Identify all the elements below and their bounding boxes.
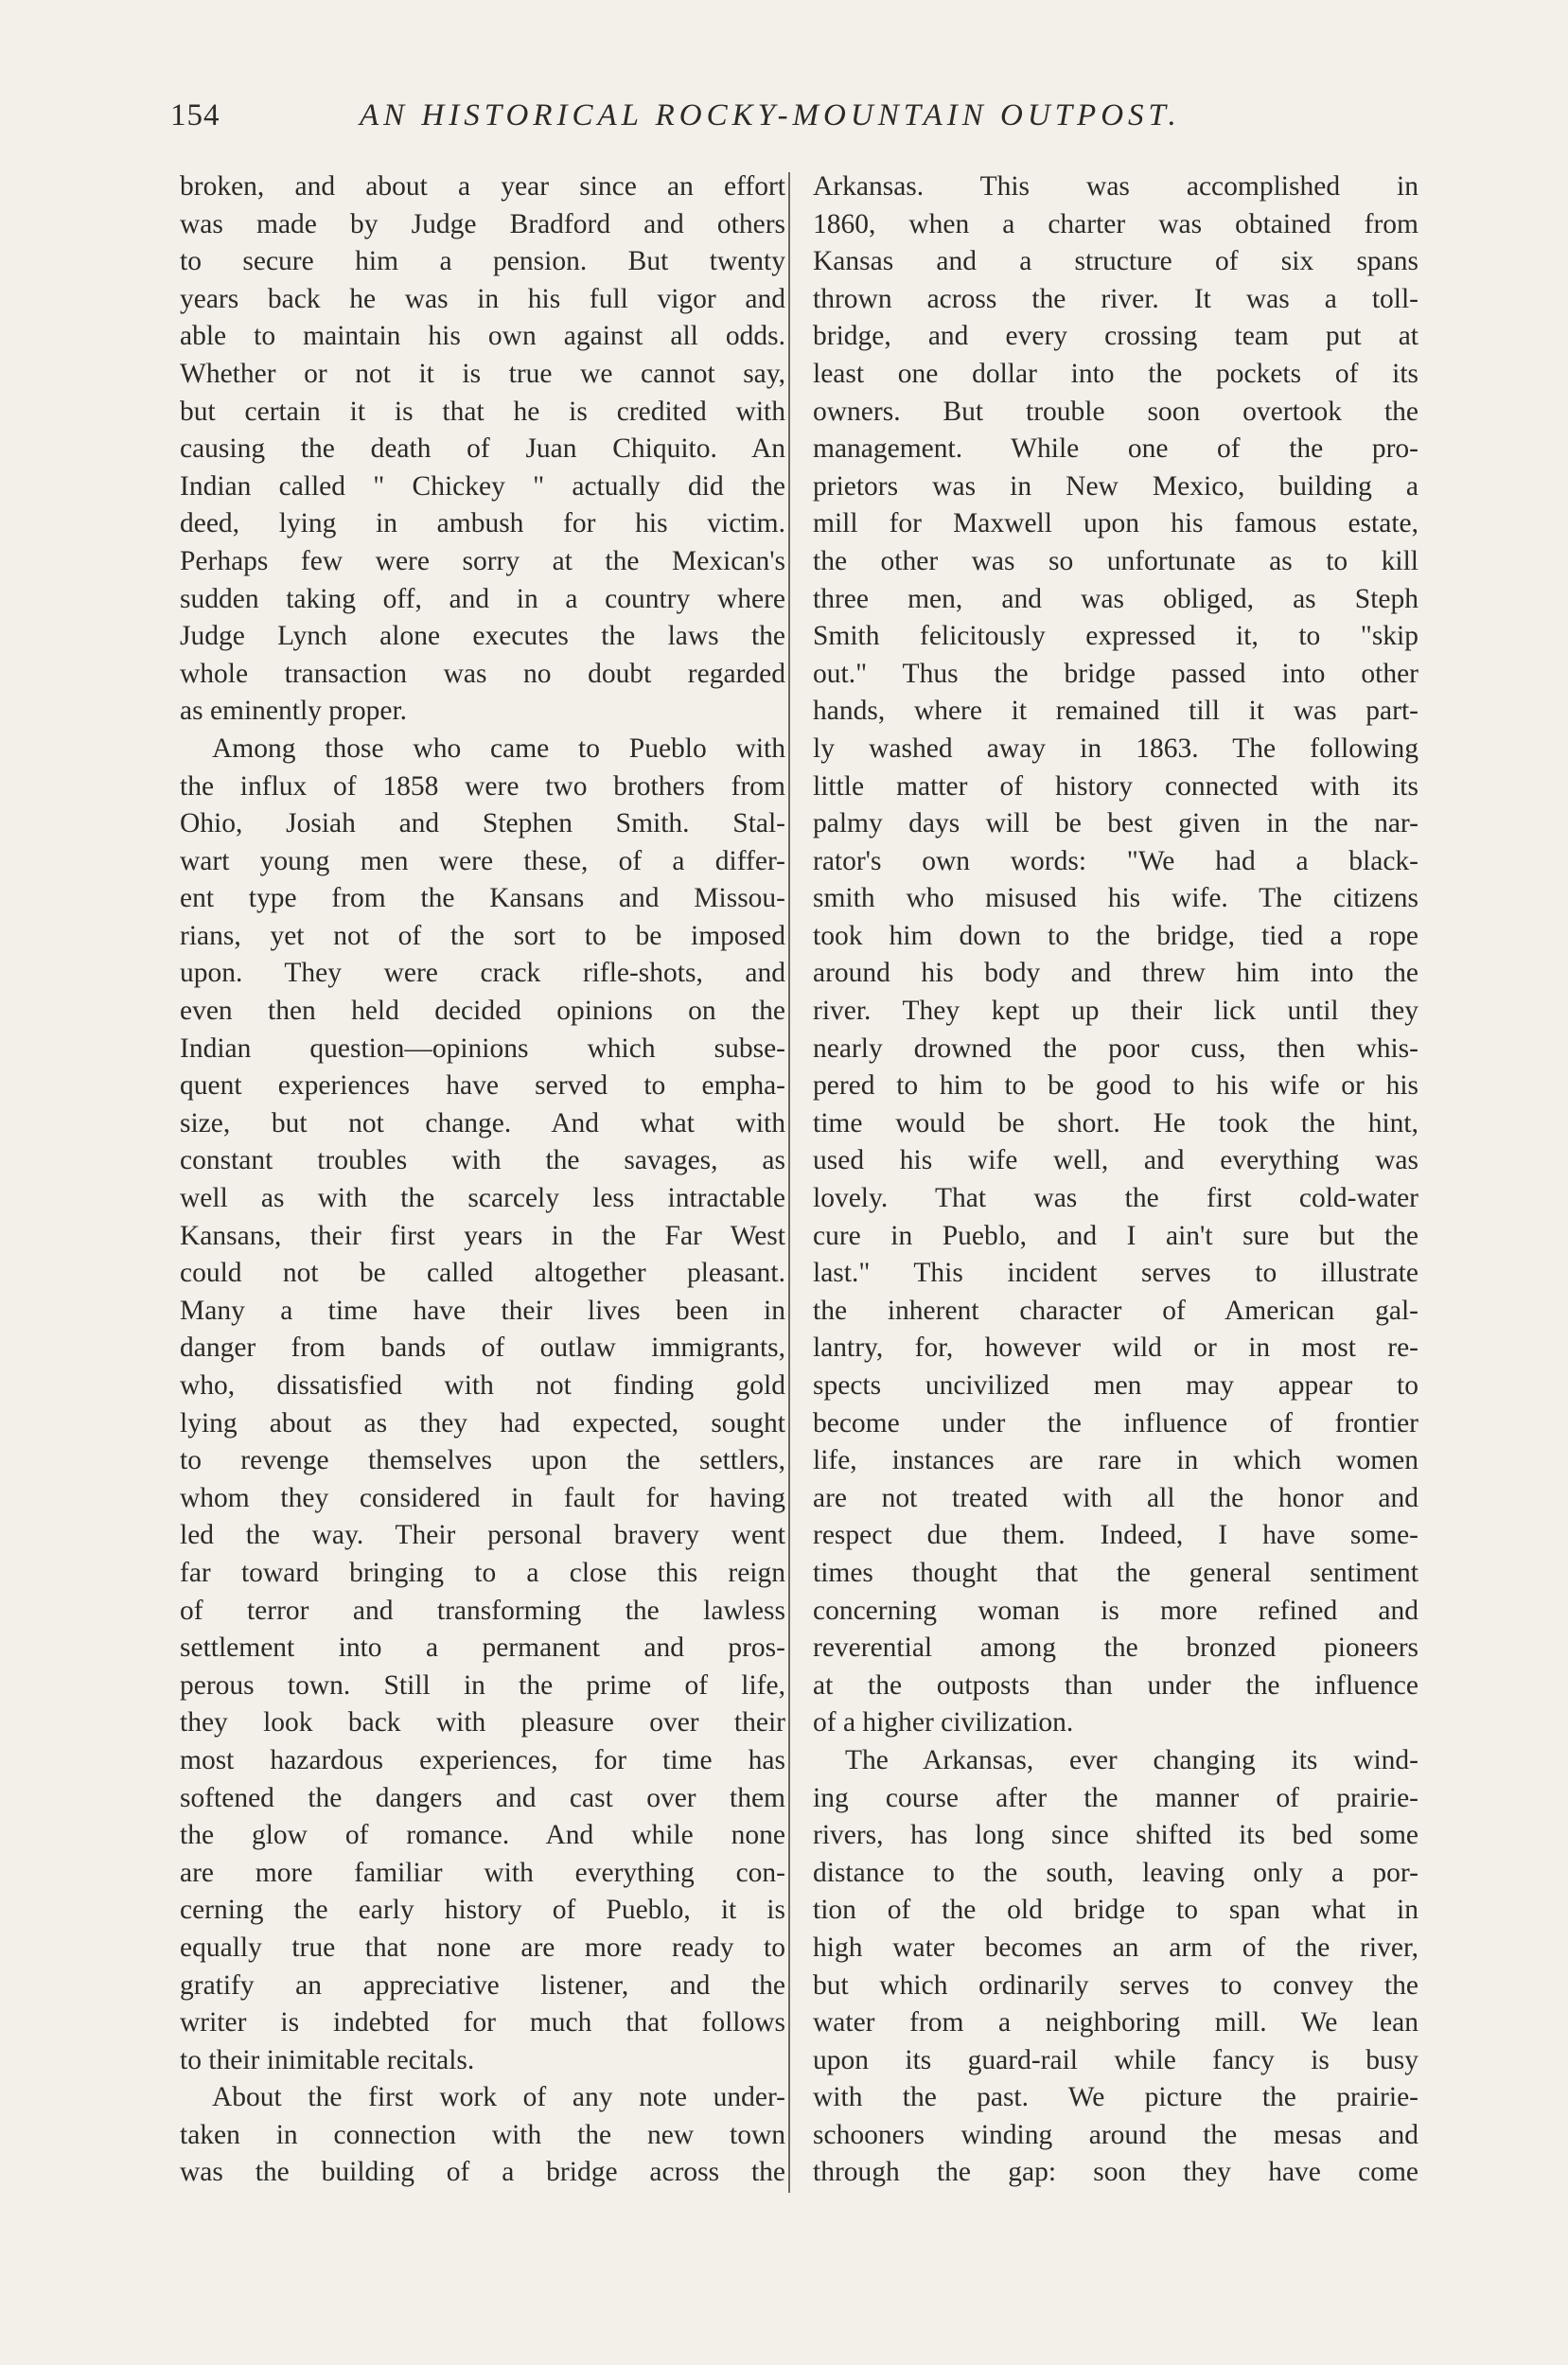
text-line: with the past. We picture the prairie- <box>813 2082 1418 2113</box>
text-line: high water becomes an arm of the river, <box>813 1932 1418 1963</box>
text-column-left <box>180 168 785 2192</box>
text-line: the other was so unfortunate as to kill <box>813 545 1418 576</box>
text-line: three men, and was obliged, as Steph <box>813 583 1418 614</box>
text-line: cerning the early history of Pueblo, it is <box>180 1895 785 1926</box>
text-line: palmy days will be best given in the nar- <box>813 808 1418 839</box>
text-line: led the way. Their personal bravery went <box>180 1520 785 1551</box>
text-line: cure in Pueblo, and I ain't sure but the <box>813 1220 1418 1251</box>
text-line: least one dollar into the pockets of its <box>813 358 1418 389</box>
text-line: pered to him to be good to his wife or his <box>813 1070 1418 1102</box>
text-line: perous town. Still in the prime of life, <box>180 1669 785 1701</box>
text-line: of terror and transforming the lawless <box>180 1595 785 1626</box>
text-line: they look back with pleasure over their <box>180 1707 785 1738</box>
text-line: who, dissatisfied with not finding gold <box>180 1370 785 1401</box>
text-line: upon. They were crack rifle-shots, and <box>180 958 785 989</box>
text-line: lying about as they had expected, sought <box>180 1407 785 1438</box>
text-line: sudden taking off, and in a country where <box>180 583 785 614</box>
text-line: deed, lying in ambush for his victim. <box>180 508 785 539</box>
text-line: well as with the scarcely less intractable <box>180 1183 785 1214</box>
text-line: The Arkansas, ever changing its wind- <box>845 1744 1418 1775</box>
text-line: softened the dangers and cast over them <box>180 1782 785 1813</box>
text-line: rians, yet not of the sort to be imposed <box>180 920 785 951</box>
text-line: as eminently proper. <box>180 696 408 727</box>
text-line: hands, where it remained till it was part- <box>813 696 1418 727</box>
text-line: schooners winding around the mesas and <box>813 2119 1418 2150</box>
text-line: far toward bringing to a close this reign <box>180 1557 785 1588</box>
text-line: are not treated with all the honor and <box>813 1482 1418 1513</box>
text-line: to revenge themselves upon the settlers, <box>180 1445 785 1476</box>
text-line: was made by Judge Bradford and others <box>180 208 785 239</box>
text-line: concerning woman is more refined and <box>813 1595 1418 1626</box>
text-line: lantry, for, however wild or in most re- <box>813 1333 1418 1364</box>
text-line: broken, and about a year since an effort <box>180 171 785 202</box>
text-line: little matter of history connected with its <box>813 770 1418 802</box>
text-line: Many a time have their lives been in <box>180 1295 785 1326</box>
text-line: writer is indebted for much that follows <box>180 2007 785 2038</box>
text-line: Arkansas. This was accomplished in <box>813 171 1418 202</box>
text-line: but certain it is that he is credited with <box>180 396 785 427</box>
column-divider <box>788 172 790 2193</box>
text-line: bridge, and every crossing team put at <box>813 321 1418 352</box>
text-line: could not be called altogether pleasant. <box>180 1258 785 1289</box>
text-line: become under the influence of frontier <box>813 1407 1418 1438</box>
text-line: ing course after the manner of prairie- <box>813 1782 1418 1813</box>
text-line: through the gap: soon they have come <box>813 2157 1418 2188</box>
text-line: upon its guard-rail while fancy is busy <box>813 2044 1418 2075</box>
text-line: Smith felicitously expressed it, to "skip <box>813 621 1418 652</box>
text-line: reverential among the bronzed pioneers <box>813 1633 1418 1664</box>
text-line: Indian called " Chickey " actually did the <box>180 470 785 502</box>
text-line: 1860, when a charter was obtained from <box>813 208 1418 239</box>
text-line: Kansas and a structure of six spans <box>813 246 1418 277</box>
running-title: AN HISTORICAL ROCKY-MOUNTAIN OUTPOST. <box>360 98 1181 132</box>
text-line: Whether or not it is true we cannot say, <box>180 358 785 389</box>
text-line: thrown across the river. It was a toll- <box>813 283 1418 314</box>
text-line: life, instances are rare in which women <box>813 1445 1418 1476</box>
text-line: was the building of a bridge across the <box>180 2157 785 2188</box>
text-line: lovely. That was the first cold-water <box>813 1183 1418 1214</box>
text-line: rator's own words: "We had a black- <box>813 845 1418 876</box>
text-line: to their inimitable recitals. <box>180 2044 475 2075</box>
text-line: water from a neighboring mill. We lean <box>813 2007 1418 2038</box>
text-line: whom they considered in fault for having <box>180 1482 785 1513</box>
text-line: rivers, has long since shifted its bed some <box>813 1820 1418 1851</box>
text-line: owners. But trouble soon overtook the <box>813 396 1418 427</box>
text-line: equally true that none are more ready to <box>180 1932 785 1963</box>
text-line: around his body and threw him into the <box>813 958 1418 989</box>
text-line: settlement into a permanent and pros- <box>180 1633 785 1664</box>
text-line: of a higher civilization. <box>813 1707 1074 1738</box>
text-line: Judge Lynch alone executes the laws the <box>180 621 785 652</box>
text-line: Kansans, their first years in the Far West <box>180 1220 785 1251</box>
text-line: prietors was in New Mexico, building a <box>813 470 1418 502</box>
text-line: time would be short. He took the hint, <box>813 1107 1418 1138</box>
text-line: took him down to the bridge, tied a rope <box>813 920 1418 951</box>
text-line: Indian question—opinions which subse- <box>180 1032 785 1064</box>
text-line: About the first work of any note under- <box>212 2082 785 2113</box>
page-number: 154 <box>170 98 220 132</box>
text-line: most hazardous experiences, for time has <box>180 1744 785 1775</box>
text-line: the inherent character of American gal- <box>813 1295 1418 1326</box>
text-line: used his wife well, and everything was <box>813 1145 1418 1176</box>
text-column-right <box>813 168 1418 2192</box>
text-line: quent experiences have served to empha- <box>180 1070 785 1102</box>
text-line: smith who misused his wife. The citizens <box>813 883 1418 914</box>
text-line: taken in connection with the new town <box>180 2119 785 2150</box>
text-line: respect due them. Indeed, I have some- <box>813 1520 1418 1551</box>
text-line: spects uncivilized men may appear to <box>813 1370 1418 1401</box>
text-line: ly washed away in 1863. The following <box>813 732 1418 764</box>
text-line: Among those who came to Pueblo with <box>212 732 785 764</box>
text-line: out." Thus the bridge passed into other <box>813 658 1418 689</box>
text-line: last." This incident serves to illustrate <box>813 1258 1418 1289</box>
text-line: distance to the south, leaving only a por- <box>813 1857 1418 1888</box>
text-line: river. They kept up their lick until they <box>813 996 1418 1027</box>
text-line: at the outposts than under the influence <box>813 1669 1418 1701</box>
text-line: constant troubles with the savages, as <box>180 1145 785 1176</box>
text-line: to secure him a pension. But twenty <box>180 246 785 277</box>
text-line: years back he was in his full vigor and <box>180 283 785 314</box>
text-line: causing the death of Juan Chiquito. An <box>180 433 785 465</box>
text-line: management. While one of the pro- <box>813 433 1418 465</box>
text-line: size, but not change. And what with <box>180 1107 785 1138</box>
text-line: mill for Maxwell upon his famous estate, <box>813 508 1418 539</box>
text-line: nearly drowned the poor cuss, then whis- <box>813 1032 1418 1064</box>
text-line: gratify an appreciative listener, and the <box>180 1969 785 2001</box>
text-line: tion of the old bridge to span what in <box>813 1895 1418 1926</box>
text-line: the glow of romance. And while none <box>180 1820 785 1851</box>
text-line: Perhaps few were sorry at the Mexican's <box>180 545 785 576</box>
text-line: whole transaction was no doubt regarded <box>180 658 785 689</box>
text-line: but which ordinarily serves to convey the <box>813 1969 1418 2001</box>
text-line: danger from bands of outlaw immigrants, <box>180 1333 785 1364</box>
text-line: Ohio, Josiah and Stephen Smith. Stal- <box>180 808 785 839</box>
text-line: even then held decided opinions on the <box>180 996 785 1027</box>
text-line: wart young men were these, of a differ- <box>180 845 785 876</box>
text-line: ent type from the Kansans and Missou- <box>180 883 785 914</box>
text-line: able to maintain his own against all odds. <box>180 321 785 352</box>
text-line: times thought that the general sentiment <box>813 1557 1418 1588</box>
text-line: are more familiar with everything con- <box>180 1857 785 1888</box>
text-line: the influx of 1858 were two brothers from <box>180 770 785 802</box>
